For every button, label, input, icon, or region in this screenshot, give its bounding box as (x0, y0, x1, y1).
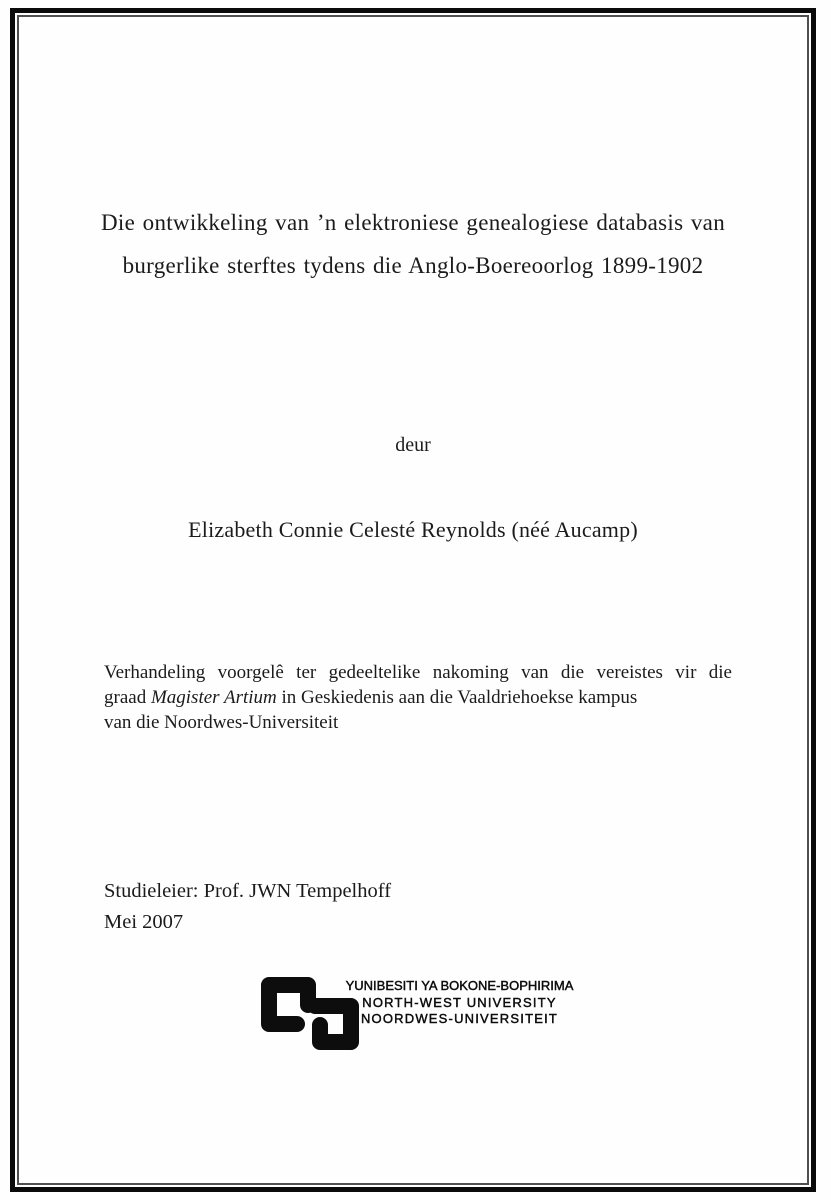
page-border-inner (17, 15, 809, 1185)
supervisor-line: Studieleier: Prof. JWN Tempelhoff (104, 880, 392, 902)
date-line: Mei 2007 (104, 911, 184, 933)
logo-line-afrikaans: NOORDWES-UNIVERSITEIT (360, 1011, 559, 1026)
degree-statement-line-3: van die Noordwes-Universiteit (104, 712, 339, 733)
university-logo (19, 977, 807, 1050)
degree-name-italic: Magister Artium (150, 687, 277, 708)
logo-line-setswana: YUNIBESITI YA BOKONE-BOPHIRIMA (345, 978, 574, 993)
thesis-title-line-1: Die ontwikkeling van ’n elektroniese genealogiese databasis van (100, 210, 725, 235)
page-content (19, 17, 807, 1183)
university-logo-text (346, 978, 574, 1028)
degree-statement-line-1: Verhandeling voorgelê ter gedeeltelike nakoming van die vereistes vir die (104, 662, 732, 683)
thesis-title-line-2: burgerlike sterftes tydens die Anglo-Boereoorlog 1899-1902 (122, 253, 704, 278)
logo-line-english: NORTH-WEST UNIVERSITY (362, 994, 557, 1010)
thesis-title (19, 201, 807, 287)
degree-statement-line-2-pre: graad (104, 687, 151, 708)
degree-statement-line-2 (104, 685, 732, 710)
author-name: Elizabeth Connie Celesté Reynolds (néé Aucamp) (188, 517, 638, 542)
supervisor-block (104, 876, 807, 938)
degree-statement (104, 660, 732, 735)
degree-statement-line-2-post: in Geskiedenis aan die Vaaldriehoekse kampus (276, 687, 638, 708)
by-label: deur (395, 434, 431, 456)
nwu-interlocked-links-icon (253, 977, 360, 1050)
page-border-outer (10, 8, 816, 1192)
